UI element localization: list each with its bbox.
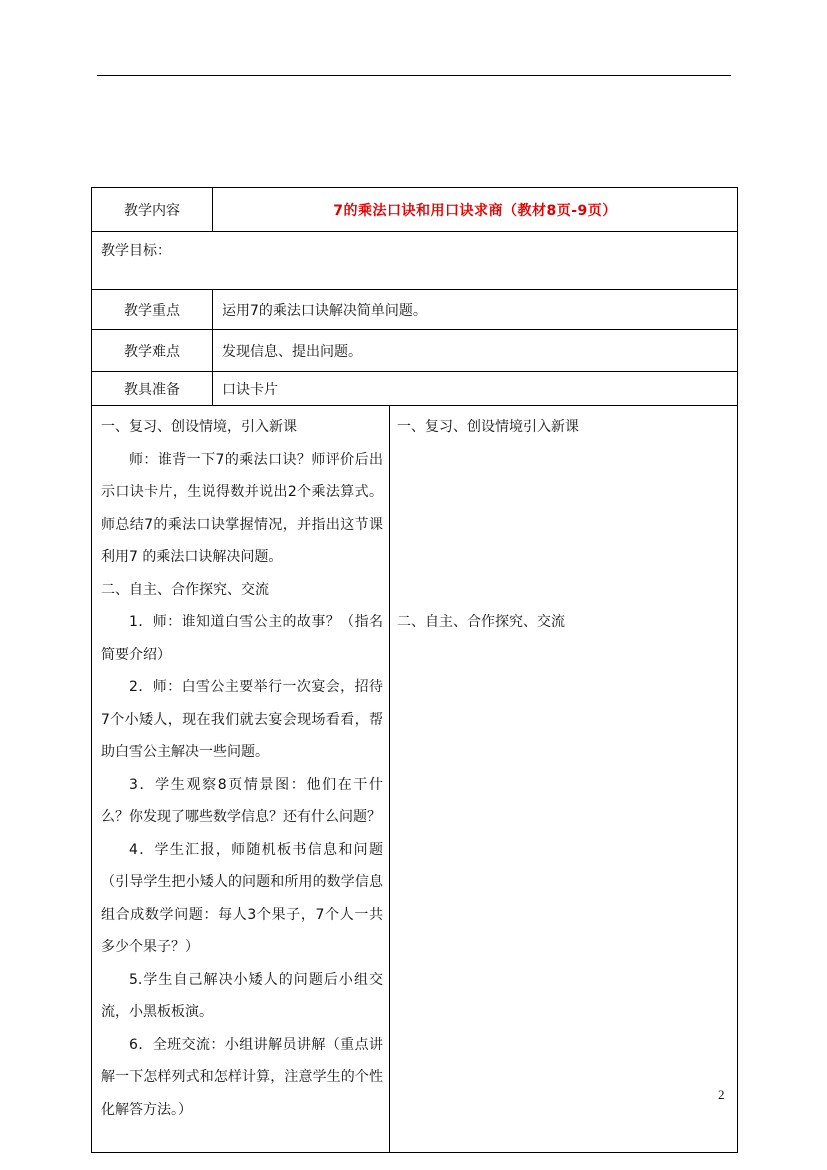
lesson-title: 7的乘法口诀和用口诀求商（教材8页-9页） <box>213 188 738 232</box>
page-number: 2 <box>718 1087 725 1102</box>
section-heading: 一、复习、创设情境，引入新课 <box>101 419 297 435</box>
teaching-process-right <box>390 406 738 1153</box>
right-section-heading: 一、复习、创设情境引入新课 <box>397 419 579 435</box>
process-paragraph: 2．师：白雪公主要举行一次宴会，招待7个小矮人，现在我们就去宴会现场看看，帮助白雪公主解决一些问题。 <box>101 679 383 760</box>
teaching-process-left <box>92 406 390 1153</box>
process-paragraph: 1．师：谁知道白雪公主的故事？（指名简要介绍） <box>101 614 383 663</box>
tools-label: 教具准备 <box>92 372 213 406</box>
right-section-heading: 二、自主、合作探究、交流 <box>397 614 565 630</box>
key-point-text: 运用7的乘法口诀解决简单问题。 <box>213 290 738 330</box>
content-label: 教学内容 <box>92 188 213 232</box>
process-paragraph: 4．学生汇报，师随机板书信息和问题（引导学生把小矮人的问题和所用的数学信息组合成数学问题：每人3个果子，7个人一共多少个果子？） <box>101 841 383 955</box>
process-paragraph: 3．学生观察8页情景图：他们在干什么？你发现了哪些数学信息？还有什么问题？ <box>101 776 383 825</box>
goal-label: 教学目标： <box>92 232 738 290</box>
process-paragraph: 6．全班交流：小组讲解员讲解（重点讲解一下怎样列式和怎样计算，注意学生的个性化解答方法。） <box>101 1036 383 1118</box>
header-rule <box>97 75 731 76</box>
tools-text: 口诀卡片 <box>213 372 738 406</box>
difficulty-label: 教学难点 <box>92 330 213 372</box>
difficulty-text: 发现信息、提出问题。 <box>213 330 738 372</box>
process-paragraph: 5.学生自己解决小矮人的问题后小组交流，小黑板板演。 <box>101 971 383 1020</box>
section-heading: 二、自主、合作探究、交流 <box>101 581 269 598</box>
key-point-label: 教学重点 <box>92 290 213 330</box>
lesson-plan-table <box>91 187 738 1153</box>
process-paragraph: 师：谁背一下7的乘法口诀？师评价后出示口诀卡片，生说得数并说出2个乘法算式。师总结7的乘法口诀掌握情况，并指出这节课利用7 的乘法口诀解决问题。 <box>101 451 383 565</box>
